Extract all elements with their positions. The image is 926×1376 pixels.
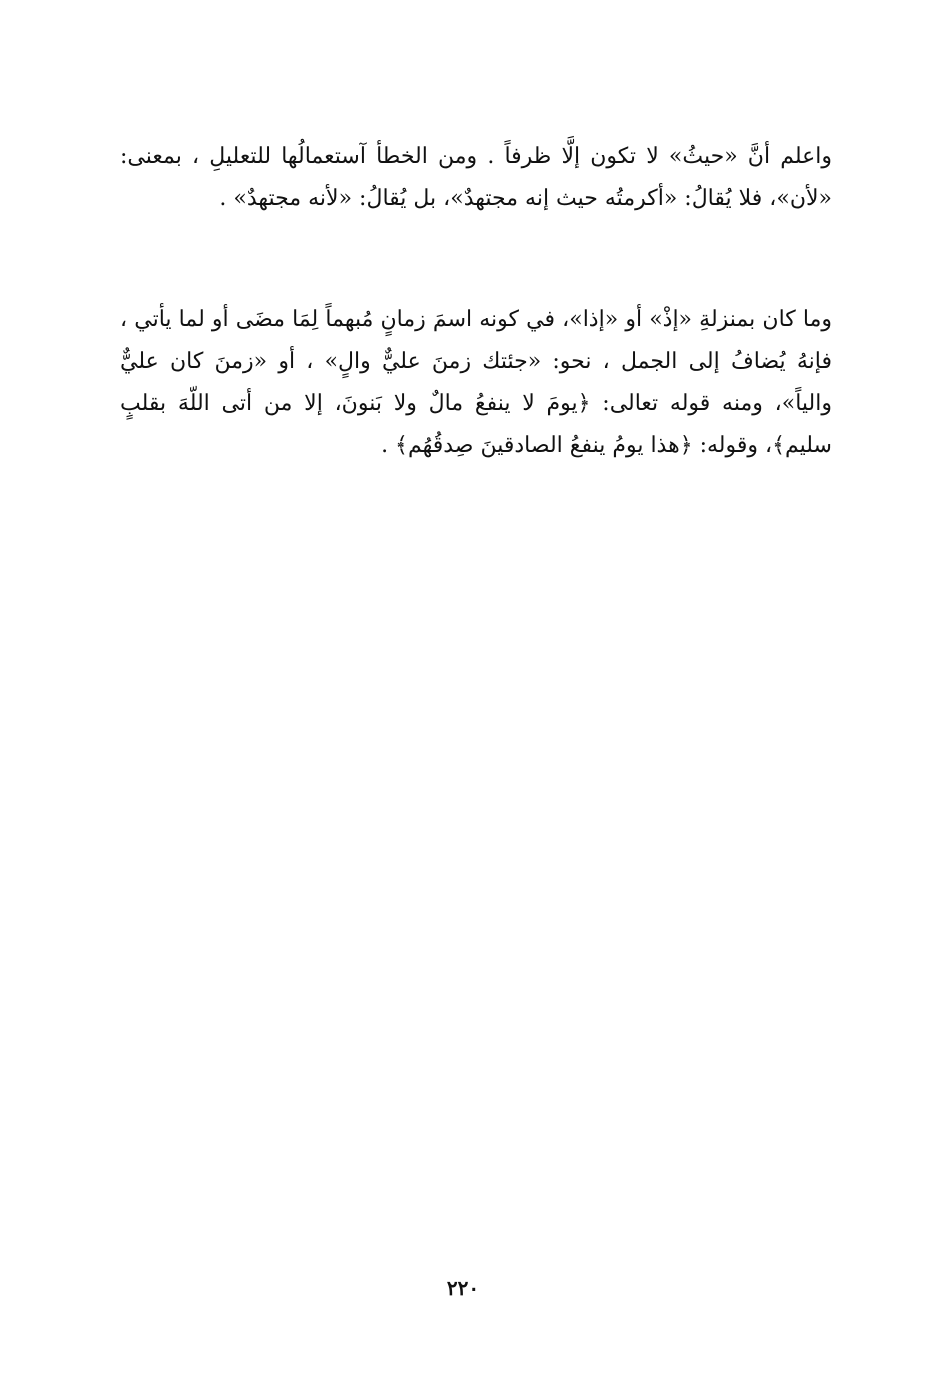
paragraph-haythu: واعلم أنَّ «حيثُ» لا تكون إلَّا ظرفاً . ومن الخطأ آستعمالُها للتعليلِ ، بمعنى: «لأن»، فلا يُقالُ: «أكرمتُه حيث إنه مجتهدٌ»، بل يُقالُ: «لأنه مجتهدٌ» .: [120, 144, 832, 211]
page-number: ٢٢٠: [446, 1276, 480, 1300]
paragraph-ism-zaman: وما كان بمنزلةِ «إذْ» أو «إذا»، في كونه اسمَ زمانٍ مُبهماً لِمَا مضَى أو لما يأتي ، فإنهُ يُضافُ إلى الجمل ، نحو: «جئتك زمنَ عليٌّ والٍ» ، أو «زمنَ كان عليٌّ والياً»، ومنه قوله تعالى: ﴿يومَ لا ينفعُ مالٌ ولا بَنونَ، إلا من أتى اللّهَ بقلبٍ سليم﴾، وقوله: ﴿هذا يومُ ينفعُ الصادقينَ صِدقُهُم﴾ .: [120, 307, 832, 458]
